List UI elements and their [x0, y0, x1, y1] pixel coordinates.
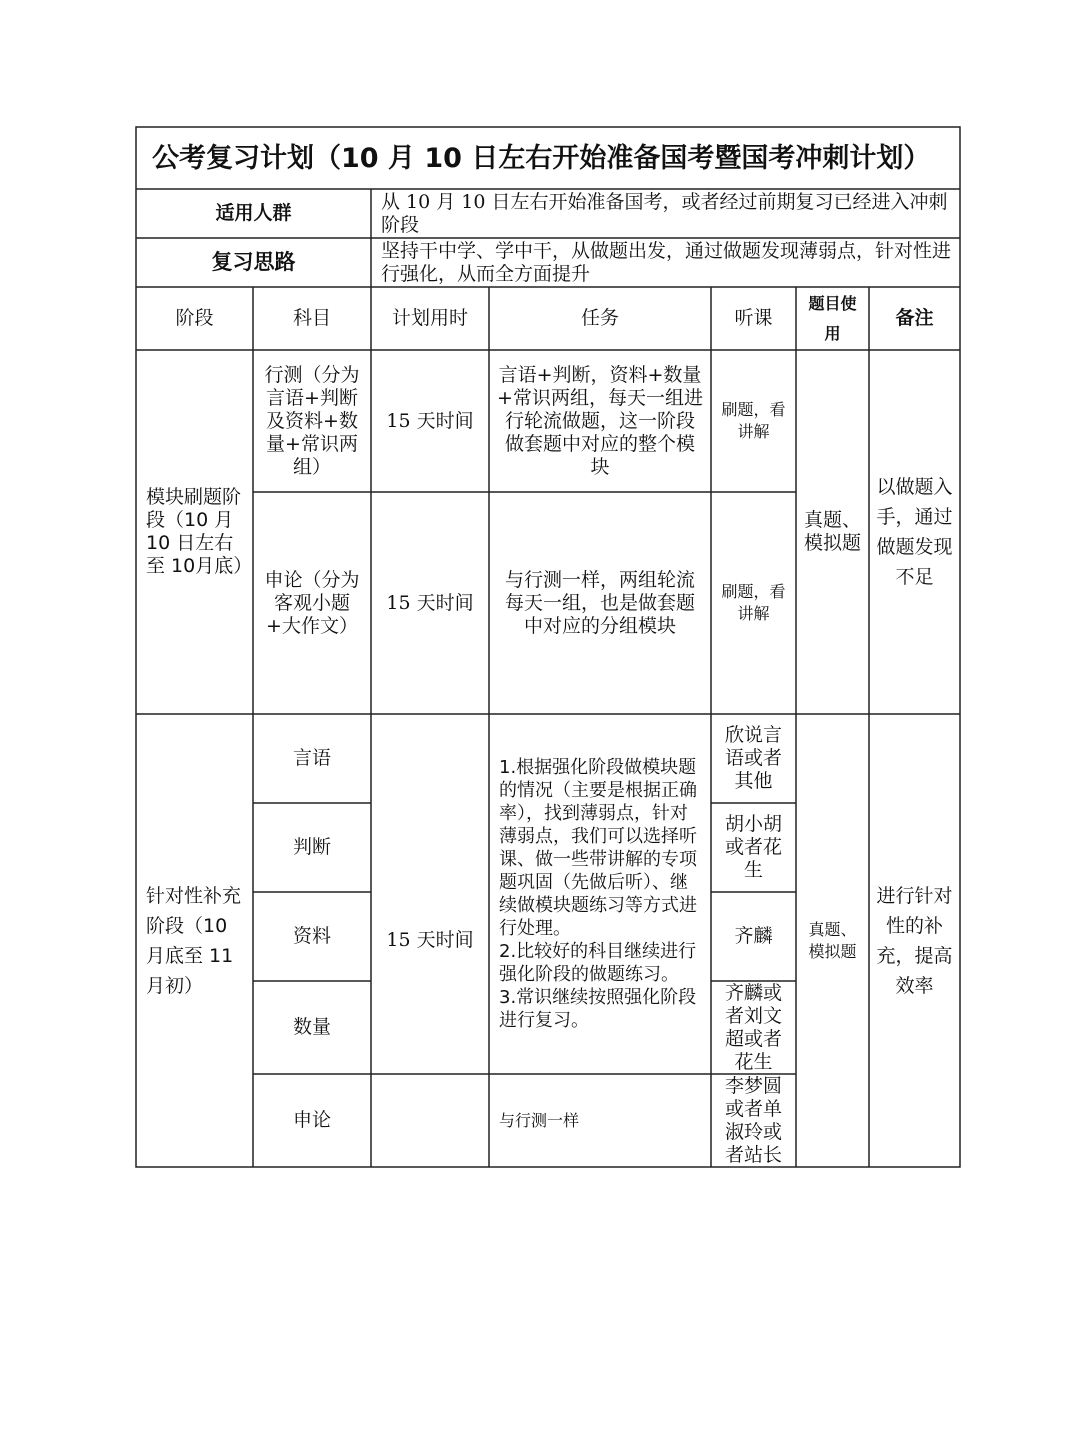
stage1-listen-xingce: 刷题，看讲解 — [721, 400, 786, 441]
header-listen: 听课 — [734, 307, 773, 329]
stage2-name: 针对性补充阶段（10 月底至 11 月初） — [146, 884, 242, 997]
stage2-listen-panduan: 胡小胡或者花生 — [724, 813, 782, 881]
stage1-task-xingce: 言语+判断，资料+数量+常识两组，每天一组进行轮流做题，这一阶段做套题中对应的整个模块 — [497, 363, 703, 478]
stage1-name: 模块刷题阶段（10 月 10 日左右至 10月底） — [146, 486, 253, 577]
stage2-listen-shuliang: 齐麟或者刘文超或者花生 — [724, 981, 782, 1073]
header-questions: 题目使用 — [808, 293, 857, 343]
stage2-listen-ziliao: 齐麟 — [734, 925, 773, 947]
stage2-notes: 进行针对性的补充，提高效率 — [876, 884, 953, 997]
stage1-task-shenlun: 与行测一样，两组轮流每天一组，也是做套题中对应的分组模块 — [504, 568, 695, 637]
header-stage: 阶段 — [175, 307, 214, 329]
header-time: 计划用时 — [391, 307, 468, 329]
stage1-questions: 真题、模拟题 — [803, 509, 861, 554]
approach-label: 复习思路 — [211, 250, 296, 274]
stage1-listen-shenlun: 刷题，看讲解 — [721, 582, 786, 623]
stage2-subject-shenlun: 申论 — [292, 1109, 331, 1131]
stage2-listen-shenlun: 李梦圆或者单淑玲或者站长 — [724, 1074, 782, 1166]
audience-text: 从 10 月 10 日左右开始准备国考，或者经过前期复习已经进入冲刺阶段 — [381, 190, 948, 236]
page-title: 公考复习计划（10 月 10 日左右开始准备国考暨国考冲刺计划） — [152, 142, 931, 174]
stage2-subject-panduan: 判断 — [292, 836, 331, 858]
stage2-shenlun-task: 与行测一样 — [499, 1110, 580, 1130]
stage2-task: 1.根据强化阶段做模块题的情况（主要是根据正确率），找到薄弱点，针对薄弱点，我们可以选择听课、做一些带讲解的专项题巩固（先做后听）、继续做模块题练习等方式进行处理。 2.比较好的科目继续进行强化阶段的做题练习。 3.常识继续按照强化阶段进行复习。 — [499, 757, 697, 1031]
stage1-time-xingce: 15 天时间 — [386, 409, 474, 432]
header-subject: 科目 — [292, 307, 331, 329]
stage1-notes: 以做题入手，通过做题发现不足 — [876, 476, 953, 588]
stage2-subject-yanyu: 言语 — [292, 747, 331, 769]
stage2-subject-shuliang: 数量 — [292, 1016, 331, 1038]
stage2-subject-ziliao: 资料 — [292, 925, 331, 947]
stage1-time-shenlun: 15 天时间 — [386, 591, 474, 614]
stage2-time: 15 天时间 — [386, 929, 474, 951]
stage2-questions: 真题、模拟题 — [808, 919, 857, 961]
header-task: 任务 — [580, 307, 619, 329]
stage1-subject-xingce: 行测（分为言语+判断及资料+数量+常识两组） — [264, 363, 360, 478]
approach-text: 坚持干中学、学中干，从做题出发，通过做题发现薄弱点，针对性进行强化，从而全方面提升 — [381, 239, 952, 285]
audience-label: 适用人群 — [215, 202, 292, 224]
stage2-listen-yanyu: 欣说言语或者其他 — [724, 724, 782, 792]
header-notes: 备注 — [895, 307, 934, 329]
stage1-subject-shenlun: 申论（分为客观小题+大作文） — [264, 568, 360, 637]
